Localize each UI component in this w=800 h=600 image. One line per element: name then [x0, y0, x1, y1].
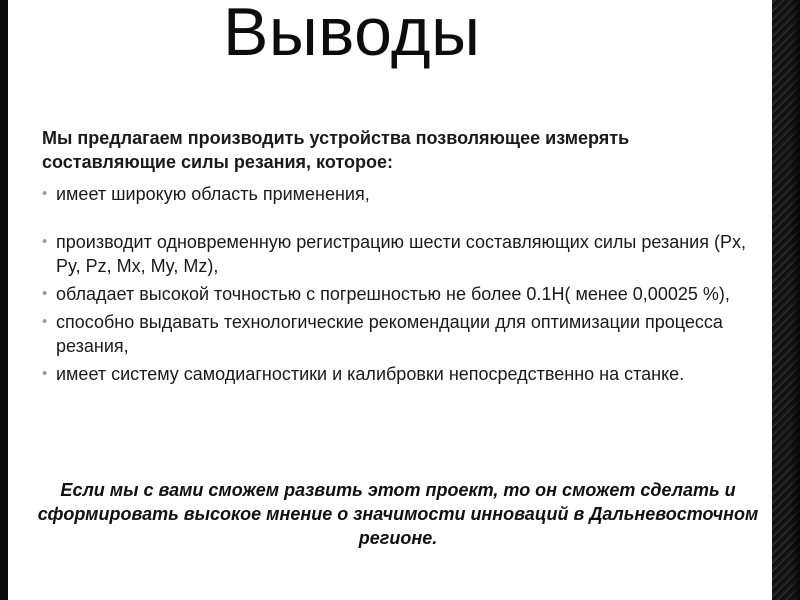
- bullet-text: способно выдавать технологические рекомендации для оптимизации процесса резания,: [56, 312, 723, 356]
- bullet-text: производит одновременную регистрацию шести составляющих силы резания (Px, Py, Pz, Mx, My, Mz),: [56, 232, 746, 276]
- list-item: [28, 310, 748, 358]
- bullet-icon: •: [42, 233, 48, 250]
- bullet-text: обладает высокой точностью с погрешностью не более 0.1Н( менее 0,00025 %),: [56, 284, 730, 304]
- bullet-list: [28, 182, 748, 386]
- right-border: [772, 0, 800, 600]
- bullet-icon: •: [42, 365, 48, 382]
- conclusion-text: Если мы с вами сможем развить этот проект, то он сможет сделать и сформировать высокое мнение о значимости инноваций в Дальневосточном регионе.: [37, 480, 759, 548]
- bullet-icon: •: [42, 285, 48, 302]
- slide: [8, 0, 772, 600]
- list-item: [28, 182, 748, 206]
- bullet-text: имеет широкую область применения,: [56, 184, 370, 204]
- list-item: [28, 282, 748, 306]
- list-item: [28, 362, 748, 386]
- bullet-text: имеет систему самодиагностики и калибровки непосредственно на станке.: [56, 364, 685, 384]
- list-item: [28, 230, 748, 278]
- slide-title: Выводы: [223, 0, 481, 70]
- bullet-icon: •: [42, 313, 48, 330]
- bullet-icon: •: [42, 185, 48, 202]
- left-border: [0, 0, 8, 600]
- intro-text: Мы предлагаем производить устройства позволяющее измерять составляющие силы резания, которое:: [42, 128, 630, 172]
